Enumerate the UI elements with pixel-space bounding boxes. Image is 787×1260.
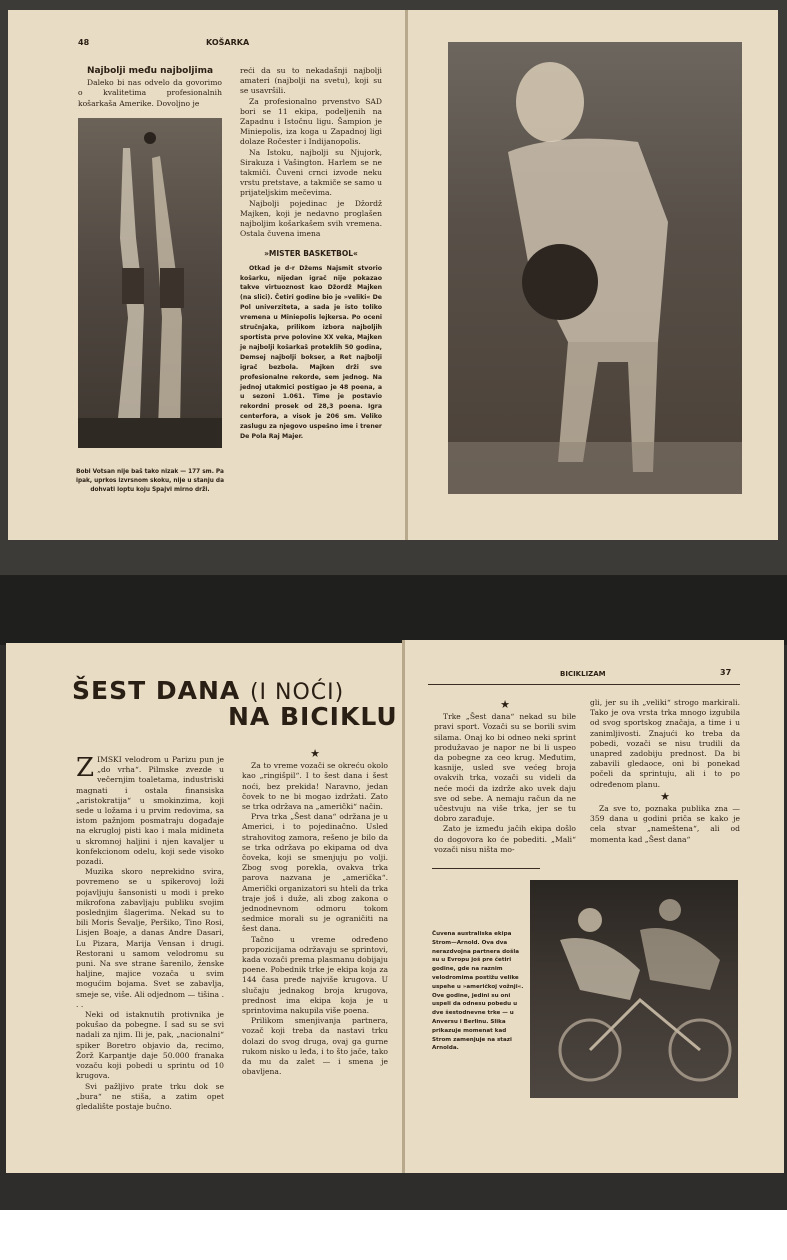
photo-page — [408, 10, 778, 540]
article-column-2 — [240, 66, 382, 442]
book-spine-bottom — [402, 640, 405, 1173]
star-ornament-icon: ★ — [500, 698, 510, 711]
blank-margin-bottom — [0, 1210, 787, 1260]
article-column-2 — [242, 747, 388, 1078]
paragraph: Za sve to, poznaka publika zna — 359 dana u godini priča se kako je cela stvar „nameštena“, ali od momenta kad „Šest dana“ — [590, 804, 740, 844]
cycling-continued-page — [402, 640, 784, 1173]
star-ornament-icon: ★ — [660, 789, 670, 803]
paragraph: reći da su to nekadašnji najbolji amateri (najbolji na svetu), koji su se usavršili. — [240, 66, 382, 96]
paragraph: Tačno u vreme određeno propozicijama održavaju se sprintovi, kada vozači prema plasmanu dobijaju poene. Pobednik trke je ekipa koja za 144 časa pređe najviše krugova. U slučaju jednakog broja krugova, prednost ima ekipa koja je u sprintovima nakupila više poena. — [242, 934, 388, 1016]
column-divider-rule — [432, 868, 540, 869]
header-rule — [428, 684, 740, 685]
paragraph: gli, jer su ih „veliki“ strogo markirali. Tako je ova vrsta trka mnogo izgubila od svog sportskog značaja, a time i u zanimljivosti. Znajući ko treba da pobedi, vozači se nisu trudili da unapred zadobiju prednost. Da bi zabavili gledaoce, oni bi ponekad počeli da sprintuju, ali i to po određenom planu. — [590, 698, 740, 789]
scanner-background-middle — [0, 575, 787, 645]
opening-paragraph: IMSKI velodrom u Parizu pun je „do vrha“. Pilmske zvezde u večernjim toaletama, industriski magnati i ostala finansiska „aristokratija“ u smokinzima, koji sede u ložama i u prvim redovima, sa istom pažnjom posmatraju događaje na ekrugloj pisti kao i mala midineta u skromnoj haljini i njen kavaljer u konfekcionom odelu, koji sede visoko pozadi. — [76, 755, 224, 867]
title-parenthetical: (I NOĆI) — [249, 680, 345, 705]
paragraph: Muzika skoro neprekidno svira, povremeno se u spikerovoj loži pojavljuju šansonisti u modi i preko mikrofona zabavljaju publiku svojim poslednjim šlagerima. Nekad su to bili Moris Ševalje, Peršiko, Tino Rosi, Lisjen Boaje, a danas Andre Dasari, Lu Pizara, Marija Vensan i drugi. Restorani u samom velodromu su puni. Na sve strane šarenilo, ženske haljine, majice vozača u svim mogućim bojama. Svet se zabavlja, smeje se, više. Ali odjednom — tišina . . . — [76, 867, 224, 1009]
players-illustration — [78, 118, 222, 448]
mikan-portrait-photo — [448, 42, 742, 494]
article-column-1 — [76, 755, 224, 1112]
paragraph: Najbolji pojedinac je Džordž Majken, koji je nedavno proglašen najboljim košarkašem svih vremena. Ostala čuvena imena — [240, 198, 382, 239]
running-head: KOŠARKA — [206, 38, 250, 47]
paragraph: Zato je između jačih ekipa došlo do dogovora ko će pobediti. „Mali“ vozači nisu ništa mo- — [434, 824, 576, 854]
book-spine-top — [405, 10, 408, 540]
title-main: ŠEST DANA — [72, 676, 241, 705]
cycling-title-page — [6, 643, 404, 1173]
article-column-1 — [78, 66, 222, 109]
star-ornament-icon: ★ — [310, 747, 320, 760]
section-title: Najbolji među najboljima — [86, 66, 214, 76]
bold-paragraph: Otkad je d-r Džems Najsmit stvorio košarku, nijedan igrač nije pokazao takve virtuoznost kao Džordž Majken (na slici). Četiri godine bio je »veliki« De Pol univerziteta, a sada je isto toliko vremena u Miniepolis lejkersa. Po oceni stručnjaka, prilikom izbora najboljih sportista prve polovine XX veka, Majken je najbolji košarkaš proteklih 50 godina, Demsej najbolji bokser, a Ret najbolji igrač bezbola. Majken drži sve profesionalne rekorde, sem jednog. Na jednoj utakmici postigao je 48 poena, a u sezoni 1.061. Time je postavio rekordni prosek od 28,3 poena. Igra centerfora, a visok je 206 sm. Veliko zaslugu za njegovo uspešno ime i trener De Pola Raj Majer. — [240, 264, 382, 441]
photo-caption: Bobi Votsan nije baš tako nizak — 177 sm. Pa ipak, uprkos izvrsnom skoku, nije u stanju da dohvati loptu koju Spajvi mirno drži. — [75, 469, 224, 493]
paragraph: Na Istoku, najbolji su Njujork, Sirakuza i Vašington. Harlem se ne takmiči. Čuveni crnci izvode neku vrstu pretstave, a takmiče se samo u prijateljskim mečevima. — [240, 147, 382, 198]
subsection-title: »MISTER BASKETBOL« — [264, 249, 358, 259]
paragraph: Svi pažljivo prate trku dok se „bura“ ne stiša, a zatim opet gledalište postaje bučno. — [76, 1081, 224, 1111]
page-number: 48 — [78, 38, 90, 47]
article-title-line-2: NA BICIKLU — [228, 702, 398, 731]
cyclists-illustration — [530, 880, 738, 1098]
article-column-1 — [434, 698, 576, 855]
drop-cap: Z — [76, 753, 95, 783]
paragraph: Daleko bi nas odvelo da govorimo o kvalitetima profesionalnih košarkaša Amerike. Dovoljno je — [78, 78, 222, 108]
paragraph: Trke „Šest dana“ nekad su bile pravi sport. Vozači su se borili svim silama. Onaj ko bi odneo neki sprint produžavao je napor ne bi li uspeo da pobegne za ceo krug. Međutim, kasnije, usled sve većeg broja ovakvih trka, vozači su videli da neće moći da izdrže ako uvek daju sve od sebe. A nemaju račun da ne učestvuju na više trka, jer se tu dobro zarađuje. — [434, 712, 576, 824]
running-head: BICIKLIZAM — [560, 670, 606, 678]
paragraph: Prilikom smenjivanja partnera, vozač koji treba da nastavi trku dolazi do svog druga, ovaj ga gurne rukom nisko u leđa, i to što jače, tako da mu da zalet — i smena je obavljena. — [242, 1016, 388, 1077]
player-illustration — [448, 42, 742, 494]
cycling-team-photo — [530, 880, 738, 1098]
photo-caption: Čuvena australiska ekipa Strom—Arnold. Ova dva nerazdvojna partnera došla su u Evropu još pre četiri godine, gde na raznim velodromima postižu velike uspehe u »američkoj vožnji«. Ove godine, jedini su oni uspeli da odnesu pobedu u dve šestodnevne trke — u Anversu i Berlinu. Slika prikazuje momenat kad Strom zamenjuje na stazi Arnolda. — [432, 931, 524, 1052]
paragraph: Prva trka „Šest dana“ održana je u Americi, i to pojedinačno. Usled strahovitog zamora, rešeno je bilo da se trka održava po ekipama od dva čoveka, koji se smenjuju po volji. Zbog svog porekla, ovakva trka parova nazvana je „američka“. Američki organizatori su hteli da trka traje još i duže, ali zbog zakona o jednodnevnom odmoru tokom sedmice morali su je ograničiti na šest dana. — [242, 812, 388, 934]
page-number: 37 — [720, 668, 732, 677]
paragraph: Za to vreme vozači se okreću okolo kao „ringišpil“. I to šest dana i šest noći, bez prekida! Naravno, jedan čovek to ne bi mogao izdržati. Zato se trka održava na „američki“ način. — [242, 761, 388, 812]
basketball-page — [8, 10, 405, 540]
paragraph: Za profesionalno prvenstvo SAD bori se 11 ekipa, podeljenih na Zapadnu i Istočnu ligu. Šampion je Miniepolis, iza koga u Zapadnoj ligi dolaze Ročester i Indijanopolis. — [240, 96, 382, 147]
basketball-jump-photo — [78, 118, 222, 448]
article-column-2 — [590, 698, 740, 845]
paragraph: Neki od istaknutih protivnika je pokušao da pobegne. I sad su se svi nadali za njim. Ili je, pak, „nacionalni“ spiker Boretro objavio da, recimo, Žorž Karpantje daje 50.000 franaka vozaču koji pobedi u sprintu od 10 krugova. — [76, 1010, 224, 1081]
